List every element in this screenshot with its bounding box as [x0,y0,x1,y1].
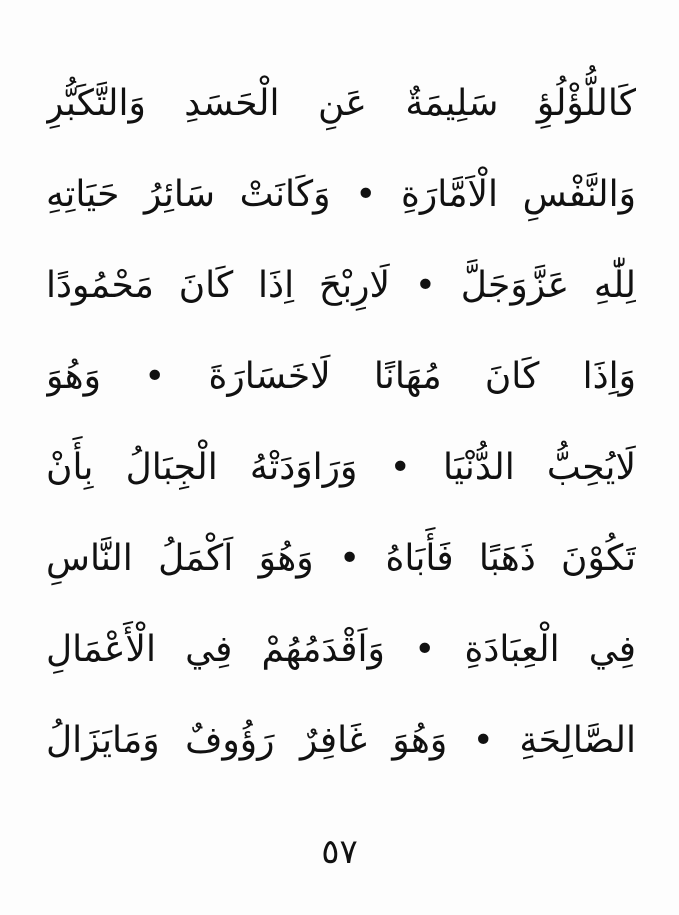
text-line: كَاللُّؤْلُؤِ سَلِيمَةٌ عَنِ الْحَسَدِ وَالتَّكَبُّرِ [46,83,636,124]
page-number: ٥٧ [321,832,358,872]
text-line: وَاِذَا كَانَ مُهَانًا لَاخَسَارَةَ • وَهُوَ [46,356,636,397]
text-line: فِي الْعِبَادَةِ • وَاَقْدَمُهُمْ فِي الْأَعْمَالِ [46,629,636,670]
text-line: وَالنَّفْسِ الْاَمَّارَةِ • وَكَانَتْ سَائِرُ حَيَاتِهِ [46,174,636,215]
arabic-text-block [46,58,636,786]
text-line: لِلّٰهِ عَزَّوَجَلَّ • لَارِبْحَ اِذَا كَانَ مَحْمُودًا [46,265,636,306]
text-line: تَكُوْنَ ذَهَبًا فَأَبَاهُ • وَهُوَ اَكْمَلُ النَّاسِ [46,538,636,579]
text-line: لَايُحِبُّ الدُّنْيَا • وَرَاوَدَتْهُ الْجِبَالُ بِأَنْ [46,447,636,488]
text-line: الصَّالِحَةِ • وَهُوَ غَافِرٌ رَؤُوفٌ وَمَايَزَالُ [46,720,636,761]
